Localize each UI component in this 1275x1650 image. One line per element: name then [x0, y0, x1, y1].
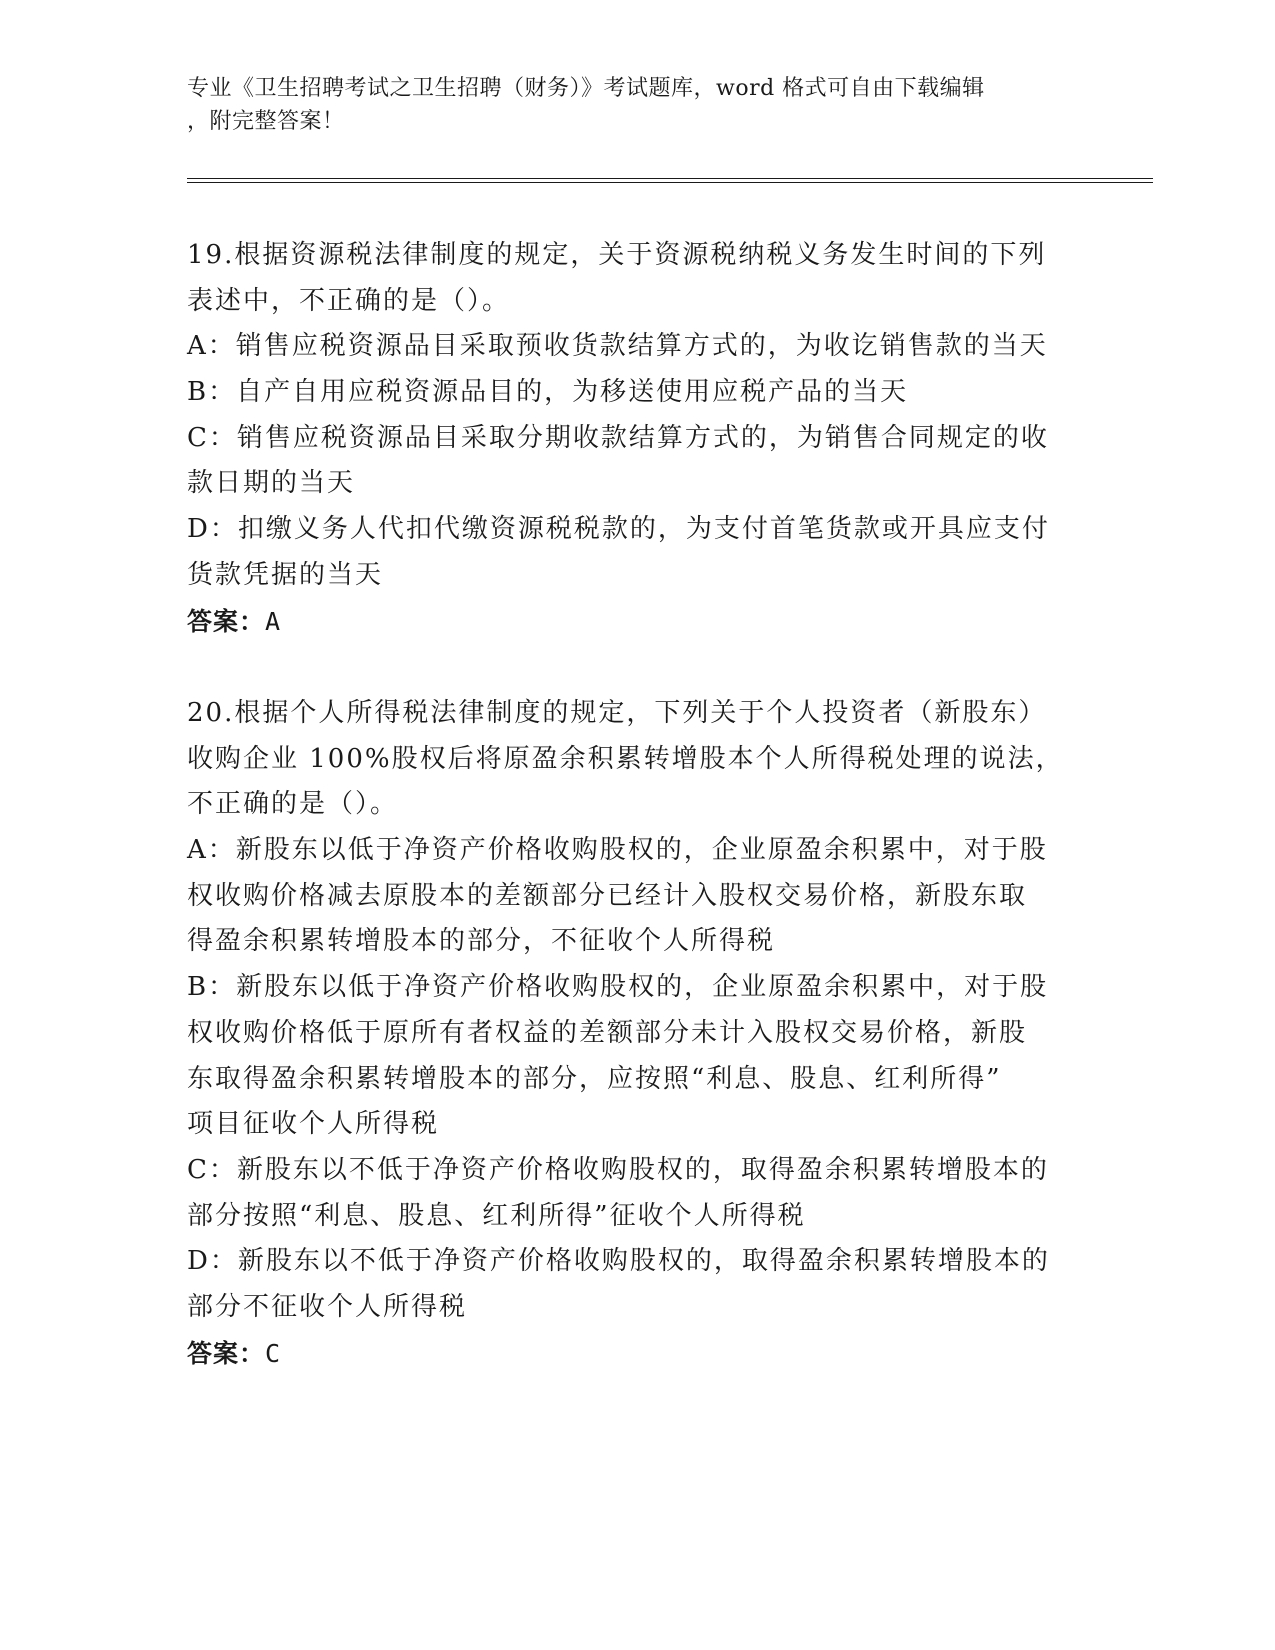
answer-value: C [265, 1338, 282, 1368]
question-stem-line: 表述中，不正确的是（）。 [187, 285, 511, 316]
option-c-line: 款日期的当天 [187, 468, 356, 499]
question-19 [187, 233, 1087, 644]
option-b-line: B：新股东以低于净资产价格收购股权的，企业原盈余积累中，对于股 [187, 972, 1049, 1003]
option-c-line: C：销售应税资源品目采取分期收款结算方式的，为销售合同规定的收 [187, 422, 1049, 453]
header-divider-top [187, 178, 1153, 179]
answer-line [187, 599, 1087, 645]
option-d-line: D：新股东以不低于净资产价格收购股权的，取得盈余积累转增股本的 [187, 1246, 1050, 1277]
option-d-line: 部分不征收个人所得税 [187, 1291, 468, 1322]
option-c-line: C：新股东以不低于净资产价格收购股权的，取得盈余积累转增股本的 [187, 1154, 1049, 1185]
option-a-line: 得盈余积累转增股本的部分，不征收个人所得税 [187, 926, 776, 957]
question-20 [187, 691, 1087, 1376]
answer-line [187, 1331, 1087, 1377]
option-d-line: D：扣缴义务人代扣代缴资源税税款的，为支付首笔货款或开具应支付 [187, 514, 1050, 545]
header-divider-bottom [187, 182, 1153, 183]
question-stem-line: 收购企业 100%股权后将原盈余积累转增股本个人所得税处理的说法， [187, 743, 1064, 774]
option-b-line: 权收购价格低于原所有者权益的差额部分未计入股权交易价格，新股 [187, 1017, 1028, 1048]
option-a-line: A：新股东以低于净资产价格收购股权的，企业原盈余积累中，对于股 [187, 835, 1048, 866]
document-header [187, 72, 1067, 138]
option-c-line: 部分按照“利息、股息、红利所得”征收个人所得税 [187, 1200, 806, 1231]
option-b-line: 东取得盈余积累转增股本的部分，应按照“利息、股息、红利所得” [187, 1063, 1002, 1094]
answer-label: 答案： [187, 1338, 266, 1368]
answer-label: 答案： [187, 606, 266, 636]
option-b-line: B：自产自用应税资源品目的，为移送使用应税产品的当天 [187, 377, 909, 408]
option-a-line: A：销售应税资源品目采取预收货款结算方式的，为收讫销售款的当天 [187, 331, 1048, 362]
option-d-line: 货款凭据的当天 [187, 559, 384, 590]
question-stem-line: 20.根据个人所得税法律制度的规定，下列关于个人投资者（新股东） [187, 698, 1047, 728]
option-b-line: 项目征收个人所得税 [187, 1109, 440, 1140]
answer-value: A [265, 606, 282, 636]
question-stem-line: 19.根据资源税法律制度的规定，关于资源税纳税义务发生时间的下列 [187, 240, 1047, 270]
header-line: 专业《卫生招聘考试之卫生招聘（财务）》考试题库，word 格式可自由下载编辑 [187, 76, 985, 101]
question-stem-line: 不正确的是（）。 [187, 789, 399, 820]
header-line: ，附完整答案！ [187, 109, 345, 134]
option-a-line: 权收购价格减去原股本的差额部分已经计入股权交易价格，新股东取 [187, 880, 1028, 911]
